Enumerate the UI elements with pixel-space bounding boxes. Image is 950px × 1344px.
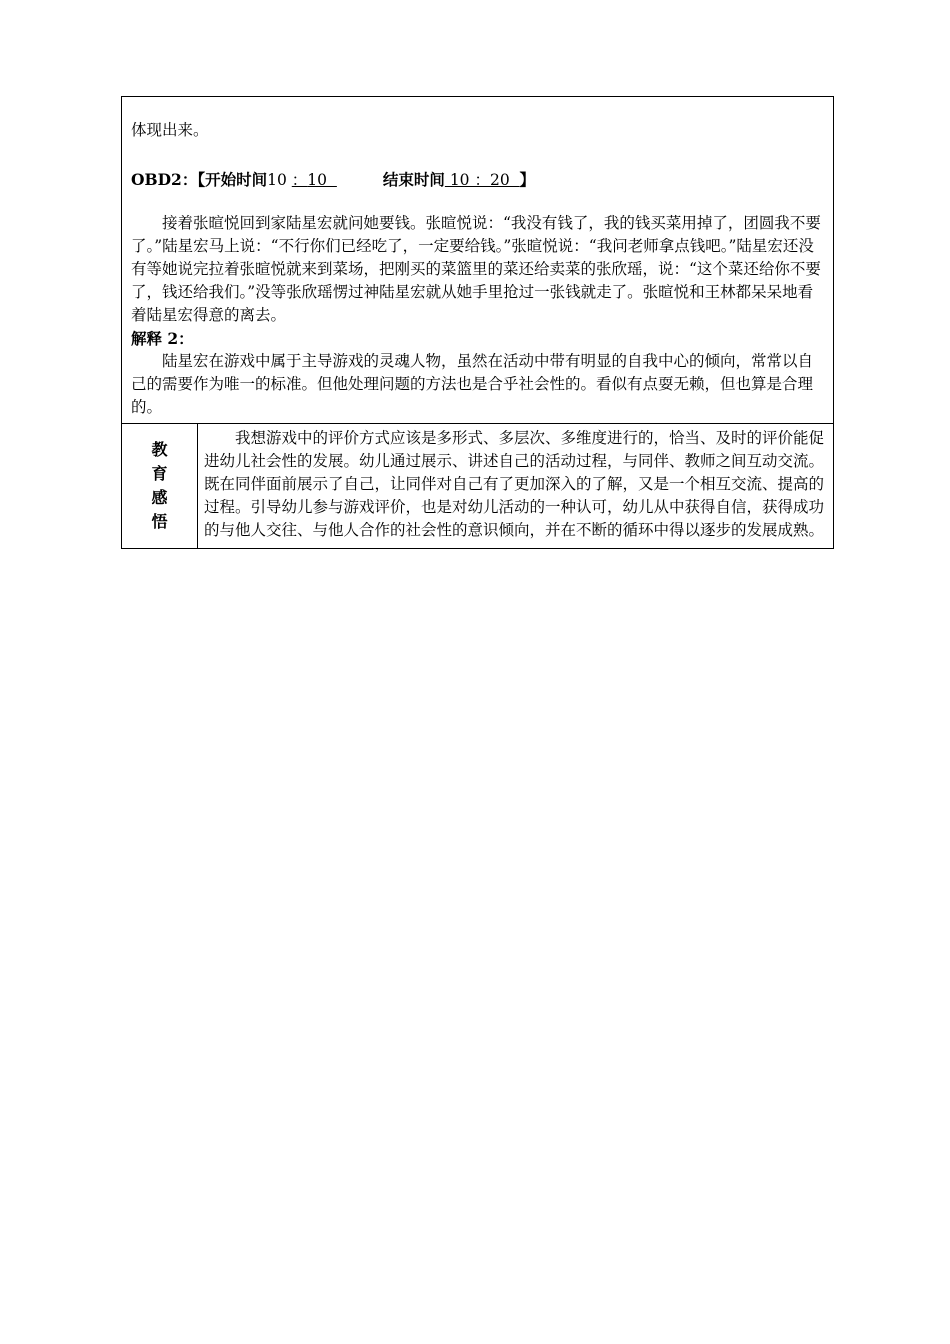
explanation-title: 解释 2： bbox=[131, 329, 194, 348]
end-time-value: 10 ：20 bbox=[444, 171, 520, 189]
reflection-content-cell bbox=[198, 424, 833, 548]
start-separator: ： bbox=[291, 171, 308, 189]
obd-time-line bbox=[131, 168, 824, 192]
start-minute: 10 bbox=[307, 171, 337, 189]
reflection-text: 我想游戏中的评价方式应该是多形式、多层次、多维度进行的，恰当、及时的评价能促进幼儿社会性的发展。幼儿通过展示、讲述自己的活动过程，与同伴、教师之间互动交流。既在同伴面前展示了自己，让同伴对自己有了更加深入的了解，又是一个相互交流、提高的过程。引导幼儿参与游戏评价，也是对幼儿活动的一种认可，幼儿从中获得自信，获得成功的与他人交往、与他人合作的社会性的意识倾向，并在不断的循环中得以逐步的发展成熟。 bbox=[204, 429, 825, 539]
reflection-row bbox=[122, 424, 833, 548]
obd-label: OBD2： bbox=[131, 170, 198, 189]
end-time-label: 结束时间 bbox=[382, 170, 445, 189]
observation-content-cell bbox=[122, 97, 833, 424]
close-bracket: 】 bbox=[519, 170, 536, 189]
continued-text: 体现出来。 bbox=[131, 121, 209, 139]
reflection-label: 教育感悟 bbox=[151, 440, 168, 531]
observation-record-table bbox=[121, 96, 834, 549]
open-bracket: 【 bbox=[197, 170, 206, 189]
explanation-text: 陆星宏在游戏中属于主导游戏的灵魂人物，虽然在活动中带有明显的自我中心的倾向，常常以自己的需要作为唯一的标准。但他处理问题的方法也是合乎社会性的。看似有点耍无赖，但也算是合理的。 bbox=[131, 352, 814, 416]
reflection-label-cell bbox=[122, 424, 198, 548]
start-hour: 10 bbox=[267, 171, 292, 189]
observation-narrative: 接着张暄悦回到家陆星宏就问她要钱。张暄悦说：“我没有钱了，我的钱买菜用掉了，团圆我不要了。”陆星宏马上说：“不行你们已经吃了，一定要给钱。”张暄悦说：“我问老师拿点钱吧。”陆星宏还没有等她说完拉着张暄悦就来到菜场，把刚买的菜篮里的菜还给卖菜的张欣瑶，说：“这个菜还给你不要了，钱还给我们。”没等张欣瑶愣过神陆星宏就从她手里抢过一张钱就走了。张暄悦和王林都呆呆地看着陆星宏得意的离去。 bbox=[131, 214, 821, 324]
start-time-label: 开始时间 bbox=[205, 170, 268, 189]
